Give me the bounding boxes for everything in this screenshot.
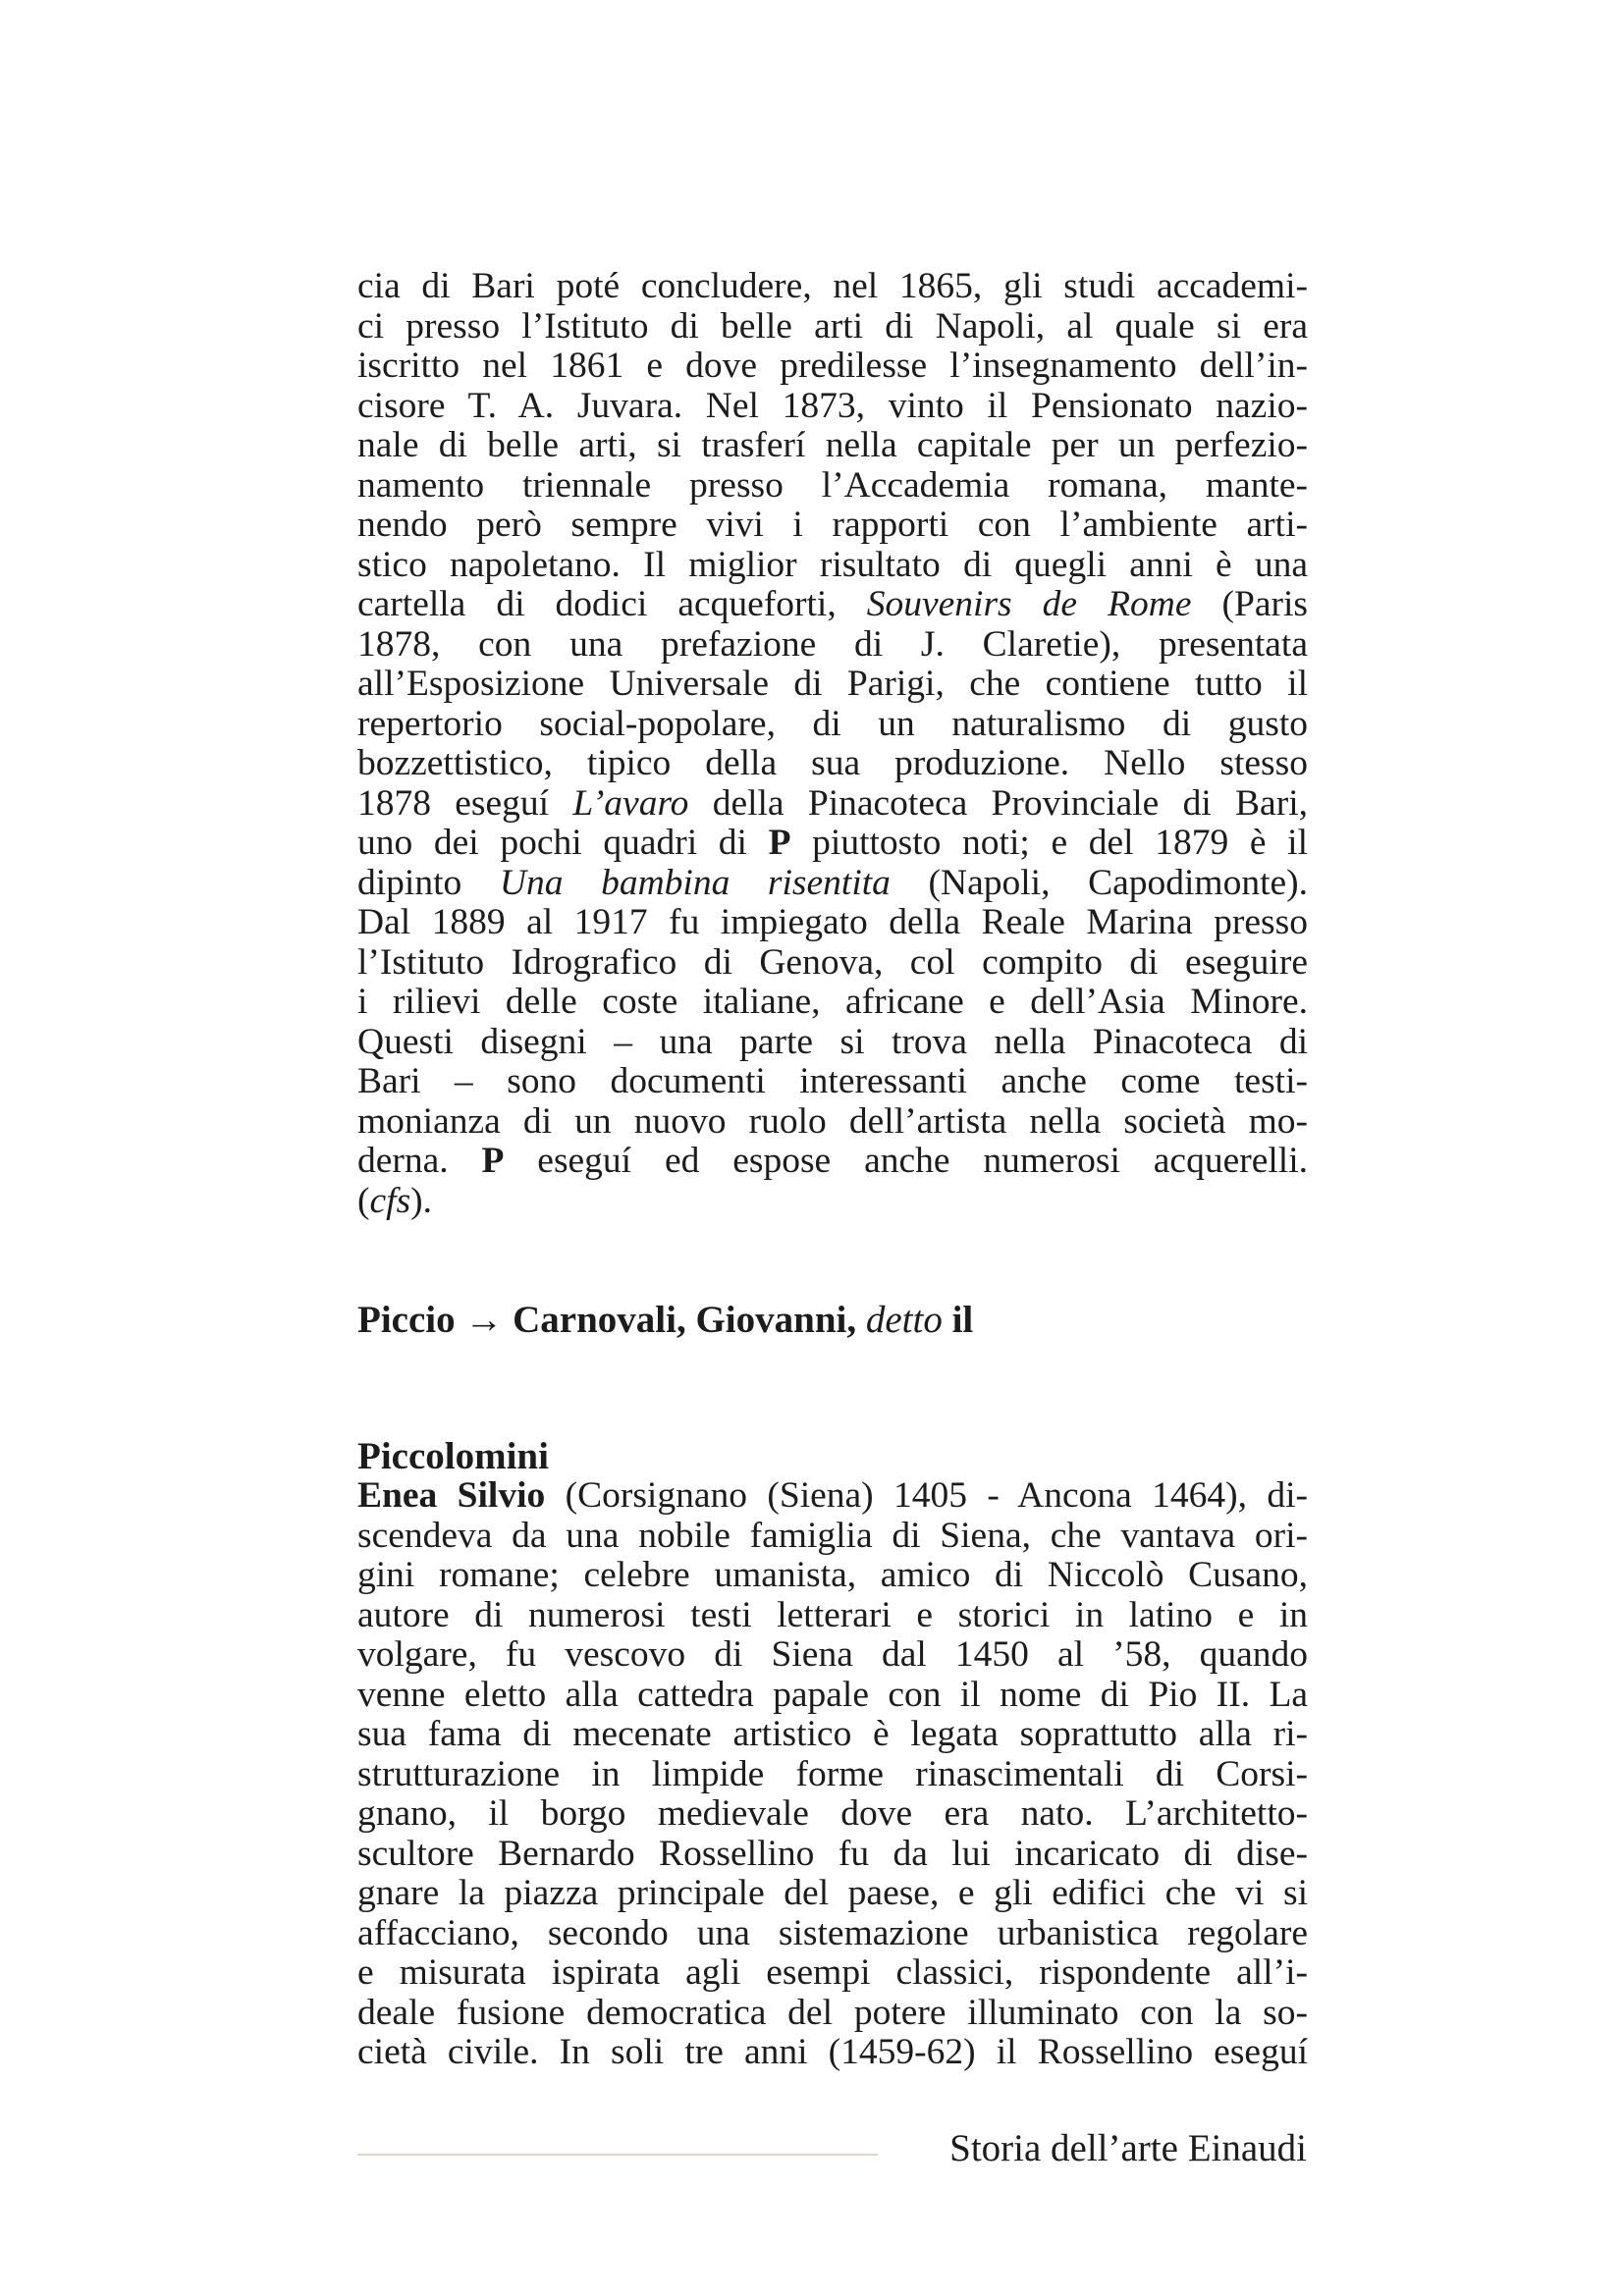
text-run: eseguí ed espose anche numerosi acquerelli. — [504, 1141, 1308, 1181]
text-line: 1878, con una prefazione di J. Claretie), presentata — [357, 623, 1308, 665]
work-title: Souvenirs de Rome — [866, 584, 1192, 624]
text-line: Questi disegni – una parte si trova nella Pinacoteca di — [357, 1021, 1308, 1062]
text-run: 1878 eseguí — [357, 782, 573, 824]
entry-heading: Piccolomini — [357, 1434, 549, 1477]
text-line: repertorio social-popolare, di un naturalismo di gusto — [357, 703, 1308, 744]
text-line — [357, 784, 1308, 825]
text-run: ). — [410, 1180, 433, 1221]
text-line: l’Istituto Idrografico di Genova, col compito di eseguire — [357, 941, 1308, 983]
crossref-target: Carnovali, Giovanni, — [513, 1299, 857, 1341]
text-line: bozzettistico, tipico della sua produzione. Nello stesso — [357, 743, 1308, 783]
text-line: all’Esposizione Universale di Parigi, che contiene tutto il — [357, 664, 1308, 704]
text-line: affacciano, secondo una sistemazione urbanistica regolare — [357, 1912, 1308, 1953]
text-line: monianza di un nuovo ruolo dell’artista nella società mo- — [357, 1100, 1308, 1142]
text-line: scultore Bernardo Rossellino fu da lui incaricato di dise- — [357, 1833, 1308, 1874]
text-run: (Paris — [1191, 584, 1309, 624]
footer-title: Storia dell’arte Einaudi — [949, 2127, 1307, 2169]
text-line — [357, 864, 1308, 904]
subentry-name: Enea Silvio — [357, 1475, 546, 1516]
text-line: gini romane; celebre umanista, amico di Niccolò Cusano, — [357, 1555, 1308, 1595]
text-line: nendo però sempre vivi i rapporti con l’ambiente arti- — [357, 505, 1308, 545]
crossref-heading — [357, 1301, 1308, 1341]
text-line: cia di Bari poté concludere, nel 1865, gli studi accademi- — [357, 266, 1308, 306]
crossref-end: il — [951, 1299, 974, 1341]
text-line: e misurata ispirata agli esempi classici, rispondente all’i- — [357, 1952, 1308, 1993]
text-run: piuttosto noti; e del 1879 è il — [790, 823, 1308, 863]
text-run: derna. — [357, 1141, 482, 1181]
text-run: uno dei pochi quadri di — [357, 823, 769, 863]
work-title: Una bambina risentita — [499, 862, 891, 903]
text-run: (Corsignano (Siena) 1405 - Ancona 1464), di- — [545, 1475, 1308, 1516]
text-line: cisore T. A. Juvara. Nel 1873, vinto il Pensionato nazio- — [357, 385, 1308, 426]
crossref-italic: detto — [865, 1299, 943, 1341]
text-line: gnano, il borgo medievale dove era nato. L’architetto- — [357, 1793, 1308, 1834]
text-run: (Napoli, Capodimonte). — [890, 862, 1308, 903]
text-line: gnare la piazza principale del paese, e gli edifici che vi si — [357, 1873, 1308, 1913]
text-line — [357, 1142, 1308, 1182]
text-line — [357, 1182, 1308, 1222]
text-run: cartella di dodici acqueforti, — [357, 584, 867, 624]
text-line: Bari – sono documenti interessanti anche come testi- — [357, 1061, 1308, 1101]
work-title: L’avaro — [572, 782, 689, 824]
text-line: deale fusione democratica del potere illuminato con la so- — [357, 1992, 1308, 2033]
text-line: strutturazione in limpide forme rinascimentali di Corsi- — [357, 1753, 1308, 1794]
text-line: venne eletto alla cattedra papale con il nome di Pio II. La — [357, 1674, 1308, 1715]
text-line: Dal 1889 al 1917 fu impiegato della Reale Marina presso — [357, 902, 1308, 942]
entry-abbrev: P — [481, 1141, 505, 1181]
text-line: nale di belle arti, si trasferí nella capitale per un perfezio- — [357, 425, 1308, 465]
text-line: autore di numerosi testi letterari e storici in latino e in — [357, 1594, 1308, 1635]
text-line: scendeva da una nobile famiglia di Siena, che vantava ori- — [357, 1515, 1308, 1556]
text-run: della Pinacoteca Provinciale di Bari, — [688, 782, 1308, 824]
entry-piccolomini — [357, 1434, 1308, 2073]
text-run: dipinto — [357, 862, 500, 903]
footer-divider — [357, 2154, 878, 2156]
body-text — [357, 267, 1308, 2073]
paragraph-1 — [357, 267, 1308, 1221]
text-line — [357, 824, 1308, 864]
text-line: i rilievi delle coste italiane, africane e dell’Asia Minore. — [357, 982, 1308, 1022]
crossref-term: Piccio — [357, 1299, 456, 1341]
text-run: ( — [357, 1180, 370, 1221]
text-line: iscritto nel 1861 e dove predilesse l’insegnamento dell’in- — [357, 346, 1308, 386]
text-line: ci presso l’Istituto di belle arti di Napoli, al quale si era — [357, 305, 1308, 347]
text-line: cietà civile. In soli tre anni (1459-62) il Rossellino eseguí — [357, 2032, 1308, 2072]
text-line: sua fama di mecenate artistico è legata soprattutto alla ri- — [357, 1714, 1308, 1754]
arrow-icon: → — [464, 1299, 504, 1341]
text-line — [357, 585, 1308, 625]
text-line: volgare, fu vescovo di Siena dal 1450 al ’58, quando — [357, 1634, 1308, 1675]
author-initials: cfs — [369, 1180, 411, 1221]
entry-abbrev: P — [768, 823, 791, 863]
text-line — [357, 1476, 1308, 1517]
text-line: stico napoletano. Il miglior risultato di quegli anni è una — [357, 544, 1308, 585]
text-line: namento triennale presso l’Accademia romana, mante- — [357, 464, 1308, 506]
